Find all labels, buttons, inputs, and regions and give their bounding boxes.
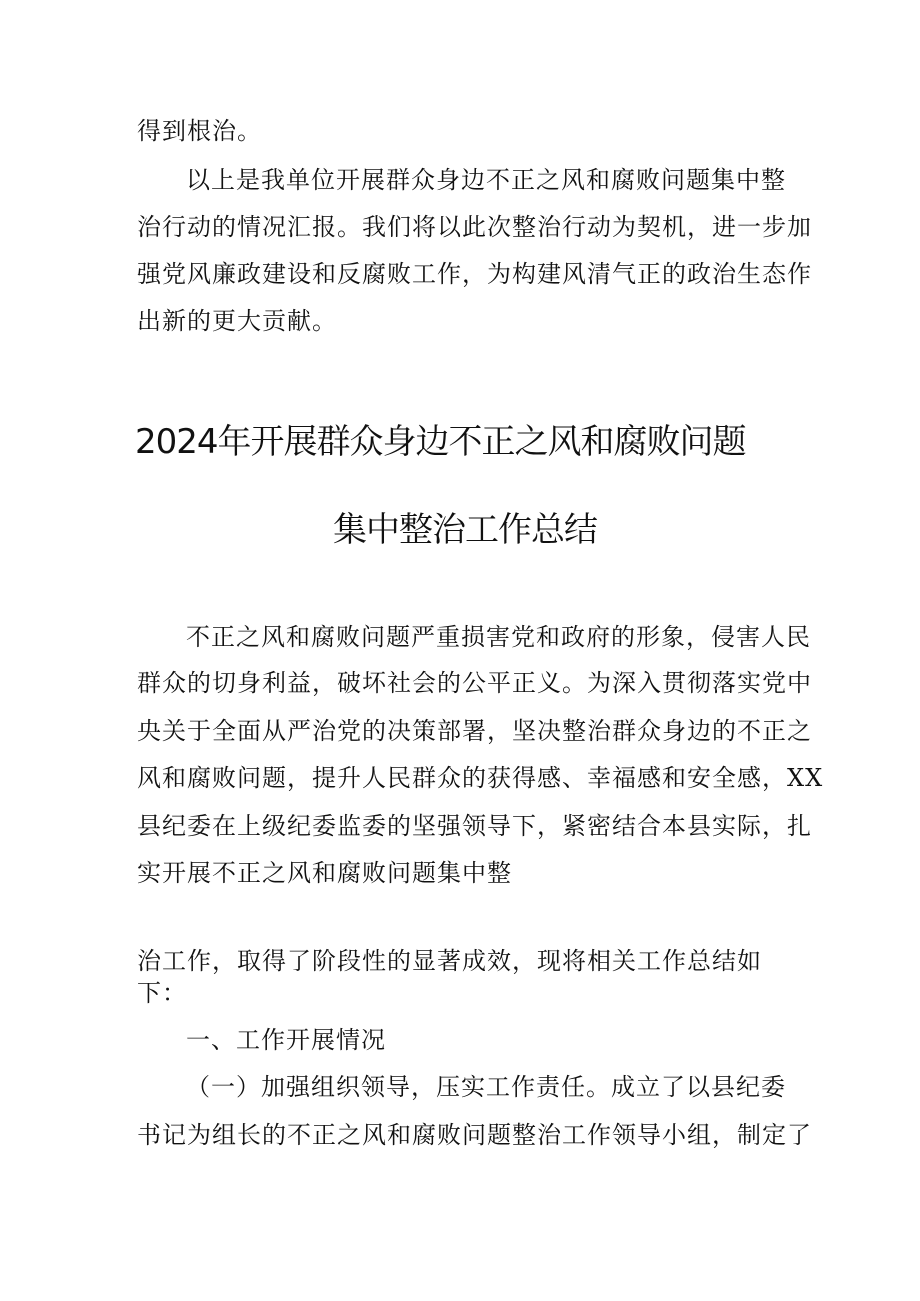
paragraph-line: 以上是我单位开展群众身边不正之风和腐败问题集中整	[186, 166, 786, 194]
paragraph-line: 治行动的情况汇报。我们将以此次整治行动为契机，进一步加	[137, 213, 812, 241]
paragraph-line: 风和腐败问题，提升人民群众的获得感、幸福感和安全感，XX	[137, 764, 824, 792]
paragraph-line: 得到根治。	[137, 117, 262, 145]
paragraph-line: 不正之风和腐败问题严重损害党和政府的形象，侵害人民	[186, 623, 811, 651]
paragraph-line: 县纪委在上级纪委监委的坚强领导下，紧密结合本县实际，扎	[137, 812, 812, 840]
paragraph-line: 治工作，取得了阶段性的显著成效，现将相关工作总结如	[137, 947, 762, 975]
paragraph-line: 群众的切身利益，破坏社会的公平正义。为深入贯彻落实党中	[137, 669, 812, 697]
paragraph-line: （一）加强组织领导，压实工作责任。成立了以县纪委	[186, 1073, 786, 1101]
paragraph-line: 下：	[137, 979, 187, 1007]
paragraph-line: 实开展不正之风和腐败问题集中整	[137, 859, 512, 887]
section-heading: 一、工作开展情况	[186, 1026, 386, 1054]
document-title-line-1: 2024年开展群众身边不正之风和腐败问题	[135, 422, 746, 462]
paragraph-line: 央关于全面从严治党的决策部署，坚决整治群众身边的不正之	[137, 717, 812, 745]
document-title-line-2: 集中整治工作总结	[333, 510, 597, 550]
paragraph-line: 书记为组长的不正之风和腐败问题整治工作领导小组，制定了	[137, 1121, 812, 1149]
paragraph-line: 强党风廉政建设和反腐败工作，为构建风清气正的政治生态作	[137, 260, 812, 288]
paragraph-line: 出新的更大贡献。	[137, 307, 337, 335]
